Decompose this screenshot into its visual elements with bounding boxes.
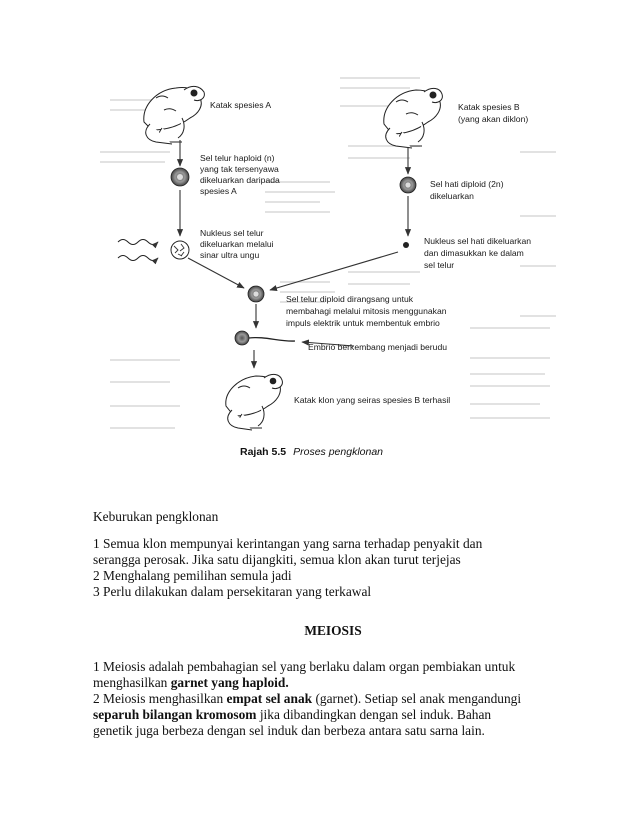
figure-caption: [240, 446, 383, 458]
disadvantage-2: 2 Menghalang pemilihan semula jadi: [93, 568, 292, 583]
label-frog-b-line1: Katak spesies B: [458, 102, 520, 112]
disadvantage-3: 3 Perlu dilakukan dalam persekitaran yang terkawal: [93, 584, 372, 599]
label-uv-line2: dikeluarkan melalui: [200, 239, 274, 249]
meiosis-2-line2-text: jika dibandingkan dengan sel induk. Bahan: [256, 707, 492, 722]
label-liver-line2: dikeluarkan: [430, 191, 474, 201]
frog-species-b-illustration: [384, 88, 443, 148]
meiosis-2-line2-bold: separuh bilangan kromosom: [93, 707, 257, 722]
caption-title: Proses pengklonan: [293, 446, 384, 458]
label-frog-b-line2: (yang akan diklon): [458, 114, 529, 124]
diploid-egg-nucleus: [253, 291, 258, 296]
meiosis-2-line1-text-a: 2 Meiosis menghasilkan: [93, 691, 227, 706]
heading-cloning-disadvantages: Keburukan pengklonan: [93, 509, 219, 524]
enucleated-egg-cell: [171, 241, 189, 259]
meiosis-2-line2: [93, 707, 573, 723]
meiosis-1-line1: 1 Meiosis adalah pembahagian sel yang berlaku dalam organ pembiakan untuk: [93, 659, 516, 674]
label-egg-line3: dikeluarkan daripada: [200, 175, 280, 185]
label-egg-line1: Sel telur haploid (n): [200, 153, 275, 163]
label-diploid-line2: membahagi melalui mitosis menggunakan: [286, 306, 447, 316]
disadvantage-1-line2: serangga perosak. Jika satu dijangkiti, semua klon akan turut terjejas: [93, 552, 461, 567]
caption-number: Rajah 5.5: [240, 446, 287, 458]
label-diploid-line1: Sel telur diploid dirangsang untuk: [286, 294, 414, 304]
label-embryo: Embrio berkembang menjadi berudu: [308, 342, 448, 352]
clone-frog-illustration: [226, 374, 283, 430]
arrow-enucleated-egg-to-diploid: [188, 258, 244, 288]
label-liver-line1: Sel hati diploid (2n): [430, 179, 504, 189]
meiosis-2-line1: [93, 691, 573, 707]
embryo-head: [235, 331, 249, 345]
meiosis-2-line1-bold: empat sel anak: [226, 691, 313, 706]
label-clone-frog: Katak klon yang seiras spesies B terhasil: [294, 395, 451, 405]
label-egg-line4: spesies A: [200, 186, 237, 196]
meiosis-1-line2-bold: garnet yang haploid.: [170, 675, 289, 690]
meiosis-1-line2-text: menghasilkan: [93, 675, 171, 690]
disadvantage-1-line1: 1 Semua klon mempunyai kerintangan yang sarna terhadap penyakit dan: [93, 536, 483, 551]
meiosis-2-line1-text-b: (garnet). Setiap sel anak mengandungi: [312, 691, 522, 706]
label-nuc-line2: dan dimasukkan ke dalam: [424, 248, 524, 258]
frog-species-a-illustration: [144, 86, 205, 144]
cloning-process-diagram: [90, 66, 558, 466]
label-uv-line3: sinar ultra ungu: [200, 250, 260, 260]
uv-wave-upper: [118, 240, 158, 245]
label-diploid-line3: impuls elektrik untuk membentuk embrio: [286, 318, 440, 328]
liver-cell-nucleus: [405, 182, 410, 187]
label-nuc-line3: sel telur: [424, 260, 455, 270]
meiosis-2-line3: genetik juga berbeza dengan sel induk dan berbeza antara satu sarna lain.: [93, 723, 485, 738]
label-nuc-line1: Nukleus sel hati dikeluarkan: [424, 236, 532, 246]
uv-wave-lower: [118, 256, 158, 261]
label-frog-a: Katak spesies A: [210, 100, 272, 110]
liver-nucleus: [403, 242, 409, 248]
meiosis-1-line2: [93, 675, 573, 691]
heading-meiosis: MEIOSIS: [304, 623, 362, 638]
label-uv-line1: Nukleus sel telur: [200, 228, 264, 238]
haploid-egg-nucleus: [177, 174, 183, 180]
label-egg-line2: yang tak tersenyawa: [200, 164, 279, 174]
embryo-tail: [249, 338, 295, 342]
